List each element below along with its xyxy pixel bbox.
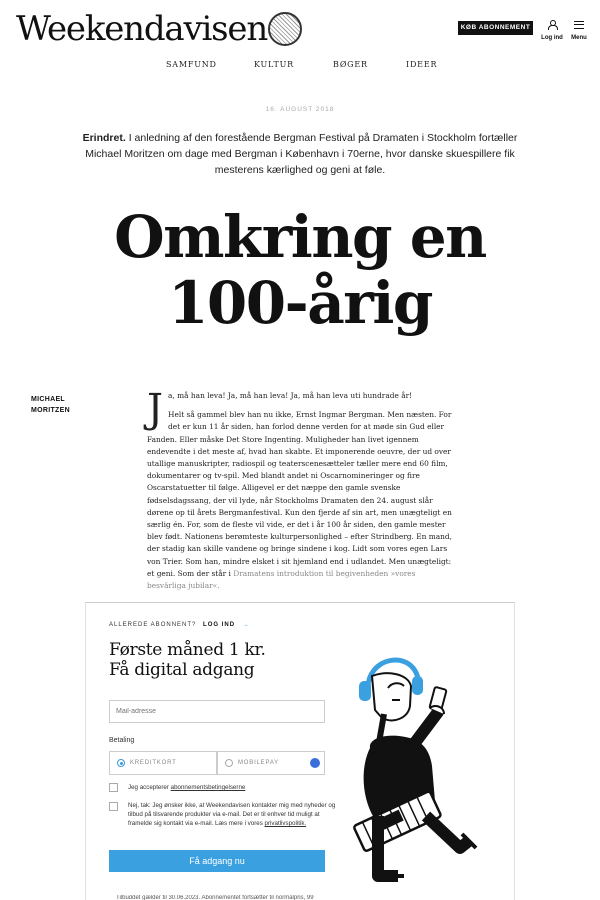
- terms-link[interactable]: abonnementsbetingelserne: [170, 784, 246, 791]
- body-paragraph-2: [147, 409, 455, 592]
- body-paragraph-1: a, må han leva! Ja, må han leva! Ja, må han leva uti hundrade år!: [168, 391, 413, 400]
- paywall-box: [85, 602, 515, 900]
- paywall-title-line-2: Få digital adgang: [109, 660, 255, 680]
- get-access-button[interactable]: Få adgang nu: [109, 850, 325, 872]
- paywall-title-line-1: Første måned 1 kr.: [109, 640, 266, 660]
- article-body: [147, 386, 455, 599]
- payment-option-mobilepay[interactable]: [217, 751, 325, 775]
- offer-terms-text: Tilbuddet gælder til 30.06.2023. Abonnementet fortsætter til normalpris, 99: [116, 895, 314, 900]
- nav-item-ideer[interactable]: IDEER: [406, 60, 438, 69]
- site-header: [0, 0, 600, 56]
- email-input[interactable]: [109, 700, 325, 723]
- article-headline: Omkring en 100-årig: [114, 203, 486, 337]
- article-lead: [78, 130, 522, 178]
- crest-logo-icon: [268, 12, 302, 46]
- privacy-link[interactable]: privatlivspolitik.: [264, 820, 307, 827]
- site-logo[interactable]: Weekendavisen: [16, 9, 268, 49]
- payment-option-mobilepay-label: MOBILEPAY: [238, 760, 279, 766]
- paywall-login-link[interactable]: LOG IND: [203, 622, 236, 628]
- terms-prefix: Jeg accepterer: [128, 784, 169, 791]
- arrow-right-icon: →: [242, 622, 250, 628]
- hamburger-icon: [574, 21, 584, 29]
- nav-item-kultur[interactable]: KULTUR: [254, 60, 294, 69]
- login-label: Log ind: [541, 35, 563, 41]
- body-paragraph-2-fade: Dramatens introduktion til begivenheden »vores besvärliga jubilar«.: [147, 568, 416, 591]
- body-paragraph-2-text: Helt så gammel blev han nu ikke, Ernst Ingmar Bergman. Men næsten. For det er kun 11 år siden, han forlod denne verden for at møde sin Gud eller Fanden. Eller måske Det Store Ingenting. Muligheder han livet igennem endevendte i det meste af, hvad han skabte. Et imponerende oeuvre, der ud over utallige manuskripter, radiospil og teaterscenesætteler tæller mere end 60 film, dokumentarer og tv-spil. Med blandt andet ni Oscarnomineringer og fire Oscarstatuetter til følge. Alligevel er det næppe den gamle svenske fødselsdagssang, der vil lyde, når Stockholms Dramaten den 24. august slår dørene op til årets Bergmanfestival. Kun den fjerde af sin art, men unægteligt en særlig én. For, som de fleste vil vide, er det i år 100 år siden, den gamle mester blev født. Nationens berømteste kulturpersonlighed – efter Strindberg. En mand, der stadig kan skille vandene og bringe sindene i kog. Lidt som vores egen Lars von Trier. Som han, mindre elsket i sit hjemland end i udlandet. Men unægteligt: et geni. Som der står i: [147, 410, 452, 578]
- menu-button[interactable]: [568, 16, 590, 41]
- terms-label: [128, 783, 338, 792]
- consent-label: [128, 801, 338, 828]
- payment-option-card-label: KREDITKORT: [130, 760, 177, 766]
- lead-kicker: Erindret.: [82, 132, 126, 144]
- radio-mobilepay: [225, 759, 233, 767]
- consent-text: Nej, tak: Jeg ønsker ikke, at Weekendavisen kontakter mig med nyheder og tilbud på tilsvarende produkter via e-mail. Det er til enhver tid muligt at framelde sig kontakt via e-mail. Læs mere i vores: [128, 802, 336, 827]
- mobilepay-icon: [310, 758, 320, 768]
- drop-cap: J: [147, 386, 164, 432]
- already-subscriber: [109, 622, 250, 628]
- login-button[interactable]: [541, 16, 563, 41]
- consent-checkbox[interactable]: [109, 802, 118, 811]
- payment-option-card[interactable]: [109, 751, 217, 775]
- author-first-name: MICHAEL: [31, 396, 65, 403]
- article-date: 16. AUGUST 2018: [265, 106, 335, 113]
- user-icon: [548, 20, 556, 29]
- nav-item-boger[interactable]: BØGER: [333, 60, 368, 69]
- article-author[interactable]: [31, 394, 121, 416]
- lead-text: I anledning af den forestående Bergman Festival på Dramaten i Stockholm fortæller Michael Moritzen om dage med Bergman i København i 70erne, hvor danske skuespillere fik mesterens kærlighed og geni at føle.: [85, 132, 518, 176]
- already-subscriber-label: ALLEREDE ABONNENT?: [109, 622, 197, 628]
- author-last-name: MORITZEN: [31, 407, 70, 414]
- buy-subscription-button[interactable]: KØB ABONNEMENT: [458, 21, 533, 35]
- headphones-person-illustration-icon: [348, 648, 498, 883]
- menu-label: Menu: [571, 35, 587, 41]
- section-nav: [0, 60, 600, 76]
- nav-item-samfund[interactable]: SAMFUND: [166, 60, 217, 69]
- payment-label: Betaling: [109, 737, 135, 744]
- terms-checkbox[interactable]: [109, 783, 118, 792]
- radio-card: [117, 759, 125, 767]
- paywall-title: [109, 640, 266, 680]
